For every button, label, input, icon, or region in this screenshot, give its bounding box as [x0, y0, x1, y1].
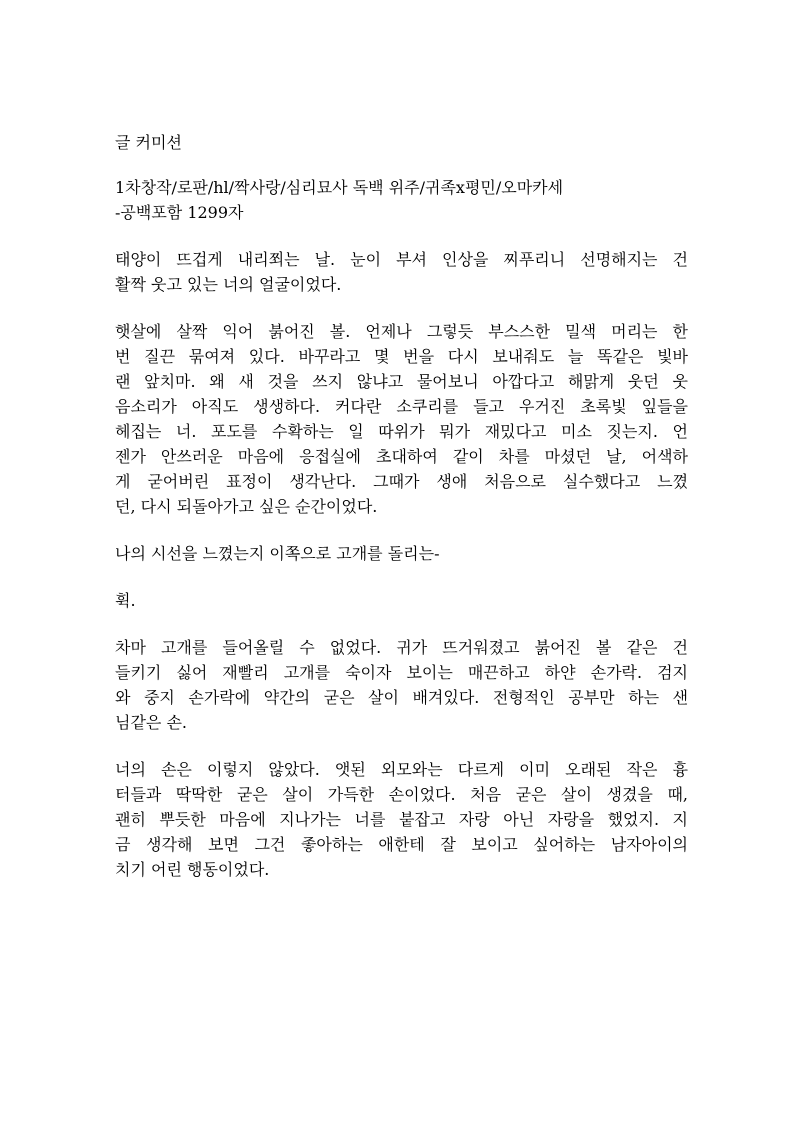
paragraph-line: 나의 시선을 느꼈는지 이쪽으로 고개를 돌리는- — [115, 544, 440, 563]
paragraph-line: 차마 고개를 들어올릴 수 없었다. 귀가 뜨거워졌고 붉어진 볼 같은 건 — [115, 638, 688, 657]
paragraph-6 — [115, 757, 688, 882]
paragraph-line: 랜 앞치마. 왜 새 것을 쓰지 않냐고 물어보니 아깝다고 해맑게 웃던 웃 — [115, 372, 688, 391]
commission-meta — [115, 175, 688, 225]
paragraph-line: 괜히 뿌듯한 마음에 지나가는 너를 붙잡고 자랑 아닌 자랑을 했었지. 지 — [115, 810, 688, 829]
paragraph-1 — [115, 247, 688, 297]
title-line: 글 커미션 — [115, 133, 182, 152]
paragraph-line: 번 질끈 묶여져 있다. 바꾸라고 몇 번을 다시 보내줘도 늘 똑같은 빛바 — [115, 347, 688, 366]
paragraph-line: 터들과 딱딱한 굳은 살이 가득한 손이었다. 처음 굳은 살이 생겼을 때, — [115, 785, 688, 804]
paragraph-line: 님같은 손. — [115, 713, 187, 732]
paragraph-line: 음소리가 아직도 생생하다. 커다란 소쿠리를 들고 우거진 초록빛 잎들을 — [115, 397, 688, 416]
paragraph-line: 와 중지 손가락에 약간의 굳은 살이 배겨있다. 전형적인 공부만 하는 샌 — [115, 688, 688, 707]
paragraph-2 — [115, 319, 688, 519]
paragraph-line: 헤집는 너. 포도를 수확하는 일 따위가 뭐가 재밌다고 미소 짓는지. 언 — [115, 422, 688, 441]
paragraph-line: 들키기 싫어 재빨리 고개를 숙이자 보이는 매끈하고 하얀 손가락. 검지 — [115, 663, 688, 682]
paragraph-line: 금 생각해 보면 그건 좋아하는 애한테 잘 보이고 싶어하는 남자아이의 — [115, 835, 688, 854]
paragraph-line: 휙. — [115, 591, 136, 610]
paragraph-3 — [115, 541, 688, 566]
document-title — [115, 130, 688, 155]
paragraph-line: 치기 어린 행동이었다. — [115, 860, 270, 879]
paragraph-line: 활짝 웃고 있는 너의 얼굴이었다. — [115, 275, 342, 294]
meta-count-line: -공백포함 1299자 — [115, 203, 244, 222]
paragraph-line: 태양이 뜨겁게 내리쬐는 날. 눈이 부셔 인상을 찌푸리니 선명해지는 건 — [115, 250, 688, 269]
paragraph-line: 젠가 안쓰러운 마음에 응접실에 초대하여 같이 차를 마셨던 날, 어색하 — [115, 447, 688, 466]
paragraph-line: 던, 다시 되돌아가고 싶은 순간이었다. — [115, 497, 378, 516]
paragraph-4 — [115, 588, 688, 613]
paragraph-line: 햇살에 살짝 익어 붉어진 볼. 언제나 그렇듯 부스스한 밀색 머리는 한 — [115, 322, 688, 341]
paragraph-5 — [115, 635, 688, 735]
paragraph-line: 게 굳어버린 표정이 생각난다. 그때가 생애 처음으로 실수했다고 느꼈 — [115, 472, 688, 491]
meta-tags-line: 1차창작/로판/hl/짝사랑/심리묘사 독백 위주/귀족x평민/오마카세 — [115, 178, 564, 197]
paragraph-line: 너의 손은 이렇지 않았다. 앳된 외모와는 다르게 이미 오래된 작은 흉 — [115, 760, 688, 779]
